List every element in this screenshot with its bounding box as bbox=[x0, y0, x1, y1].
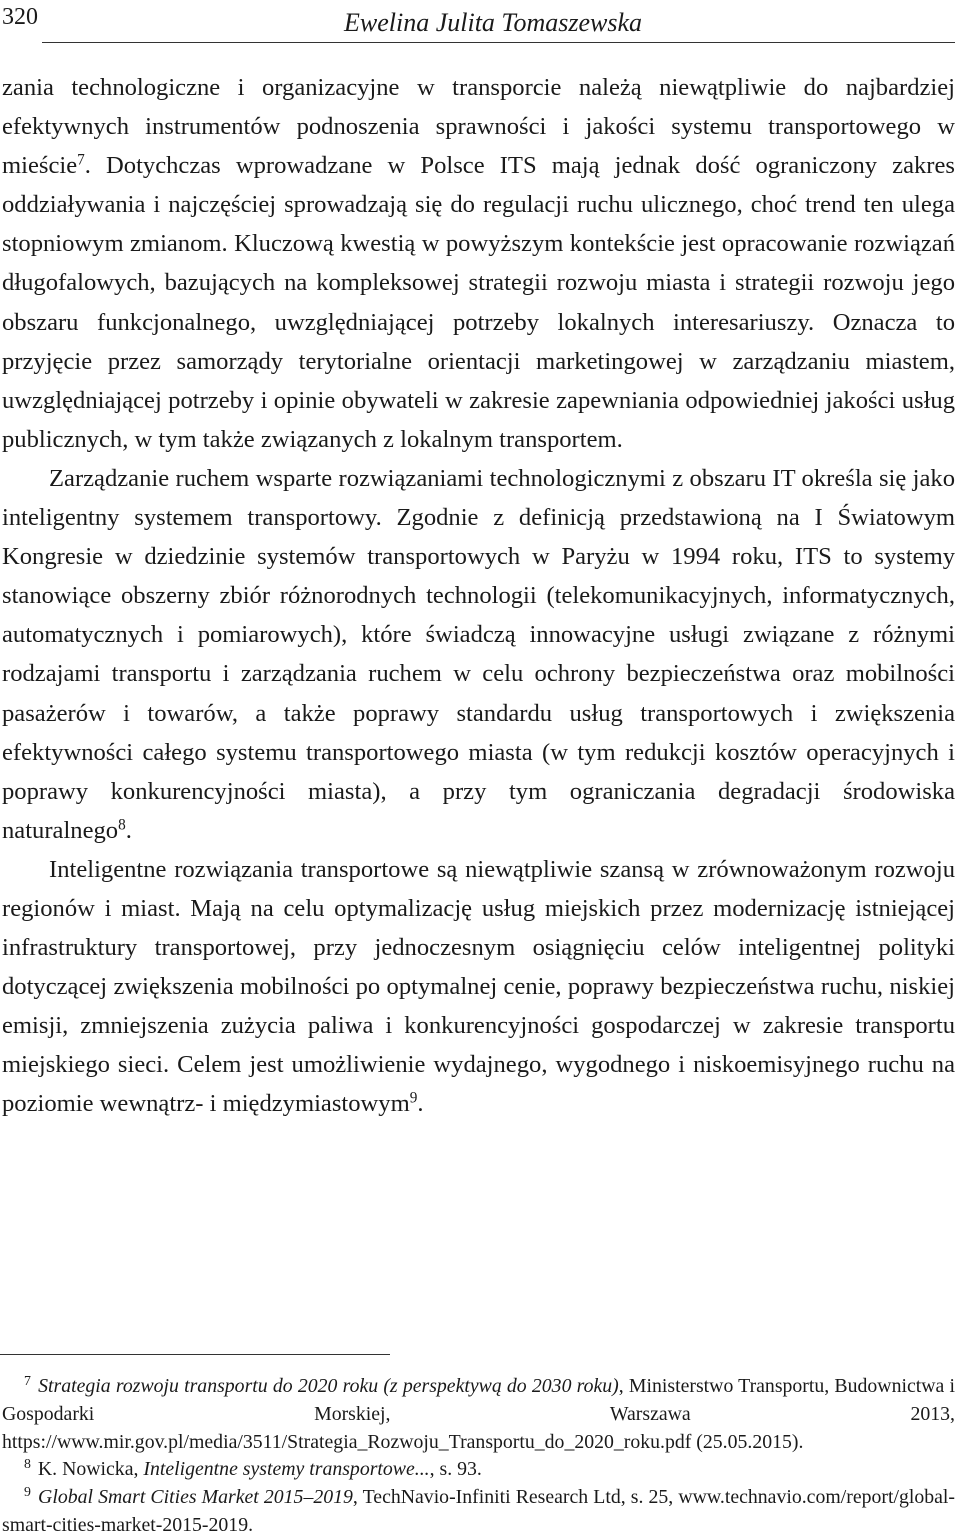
paragraph-3-text-a: Inteligentne rozwiązania transportowe są niewątpliwie szansą w zrównoważonym rozwoju regionów i miast. Mają na celu optymalizację usług miejskich przez modernizację istniejącej infrastruktury transportowej, przy jednoczesnym osiągnięciu celów inteligentnej polityki dotyczącej zwiększenia mobilności po optymalnej cenie, poprawy bezpieczeństwa ruchu, niskiej emisji, zmniejszenia zużycia paliwa i konkurencyjności gospodarczej w zakresie transportu miejskiego sieci. Celem jest umożliwienie wydajnego, wygodnego i niskoemisyjnego ruchu na poziomie wewnątrz- i międzymiastowym bbox=[2, 855, 955, 1118]
running-head-author: Ewelina Julita Tomaszewska bbox=[344, 8, 643, 37]
footnote-7 bbox=[2, 1373, 955, 1456]
paragraph-1 bbox=[2, 68, 955, 459]
footnote-ref-9[interactable]: 9 bbox=[409, 1090, 418, 1108]
paragraph-2-text-a: Zarządzanie ruchem wsparte rozwiązaniami technologicznymi z obszaru IT określa się jako inteligentny systemem transportowy. Zgodnie z definicją przedstawioną na I Światowym Kongresie w dziedzinie systemów transportowych w Paryżu w 1994 roku, ITS to systemy stanowiące obszerny zbiór różnorodnych technologii (telekomunikacyjnych, informatycznych, automatycznych i pomiarowych), które świadczą innowacyjne usługi związane z różnymi rodzajami transportu i zarządzania ruchem w celu ochrony bezpieczeństwa oraz mobilności pasażerów i towarów, a także poprawy standardu usług transportowych i zwiększenia efektywności całego systemu transportowego miasta (w tym redukcji kosztów operacyjnych i poprawy konkurencyjności miasta), a przy tym ograniczania degradacji środowiska naturalnego bbox=[2, 464, 955, 844]
paragraph-2-text-b: . bbox=[125, 816, 132, 844]
footnote-9 bbox=[2, 1484, 955, 1540]
footnote-text: , TechNavio-Infiniti Research Ltd, s. 25, www.technavio.com/report/global-smart-cities-market-2015-2019. bbox=[2, 1486, 955, 1536]
footnote-text: , s. 93. bbox=[429, 1458, 482, 1481]
paragraph-1-text-b: . Dotychczas wprowadzane w Polsce ITS mają jednak dość ograniczony zakres oddziaływania i najczęściej sprowadzają się do regulacji ruchu ulicznego, choć trend ten ulega stopniowym zmianom. Kluczową kwestią w powyższym kontekście jest opracowanie rozwiązań długofalowych, bazujących na kompleksowej strategii rozwoju miasta i strategii rozwoju jego obszaru funkcjonalnego, uwzględniającej potrzeby lokalnych interesariuszy. Oznacza to przyjęcie przez samorządy terytorialne orientacji marketingowej w zarządzaniu miastem, uwzględniającej potrzeby i opinie obywateli w zakresie zapewniania odpowiedniej jakości usług publicznych, w tym także związanych z lokalnym transportem. bbox=[2, 152, 955, 453]
footnote-ref-8[interactable]: 8 bbox=[118, 816, 126, 834]
footnote-title: Inteligentne systemy transportowe... bbox=[143, 1458, 430, 1481]
page-number: 320 bbox=[2, 4, 38, 30]
paragraph-3 bbox=[2, 850, 955, 1124]
paragraph-3-text-b: . bbox=[417, 1090, 424, 1118]
footnote-title: Global Smart Cities Market 2015–2019 bbox=[38, 1486, 353, 1509]
footnote-title: Strategia rozwoju transportu do 2020 roku (z perspektywą do 2030 roku) bbox=[38, 1375, 619, 1397]
footnote-ref-7[interactable]: 7 bbox=[77, 151, 85, 169]
footnote-mark: 9 bbox=[24, 1484, 31, 1500]
paragraph-1-text-a: zania technologiczne i organizacyjne w transporcie należą niewątpliwie do najbardziej efektywnych instrumentów podnoszenia sprawności i jakości systemu transportowego w mieście bbox=[2, 74, 955, 180]
body-text bbox=[2, 68, 955, 1124]
footnote-8 bbox=[2, 1456, 955, 1484]
footnote-mark: 7 bbox=[24, 1373, 31, 1389]
footnotes bbox=[2, 1373, 955, 1540]
paragraph-2 bbox=[2, 459, 955, 850]
footnote-mark: 8 bbox=[24, 1456, 31, 1472]
footnote-separator bbox=[0, 1354, 390, 1355]
page-header bbox=[0, 4, 955, 42]
footnote-text: , Ministerstwo Transportu, Budownictwa i Gospodarki Morskiej, Warszawa 2013, https://www.mir.gov.pl/media/3511/Strategia_Rozwoju_Transportu_do_2020_roku.pdf (25.05.2015). bbox=[2, 1375, 956, 1453]
header-rule bbox=[42, 42, 955, 43]
footnote-author: K. Nowicka, bbox=[37, 1458, 144, 1481]
